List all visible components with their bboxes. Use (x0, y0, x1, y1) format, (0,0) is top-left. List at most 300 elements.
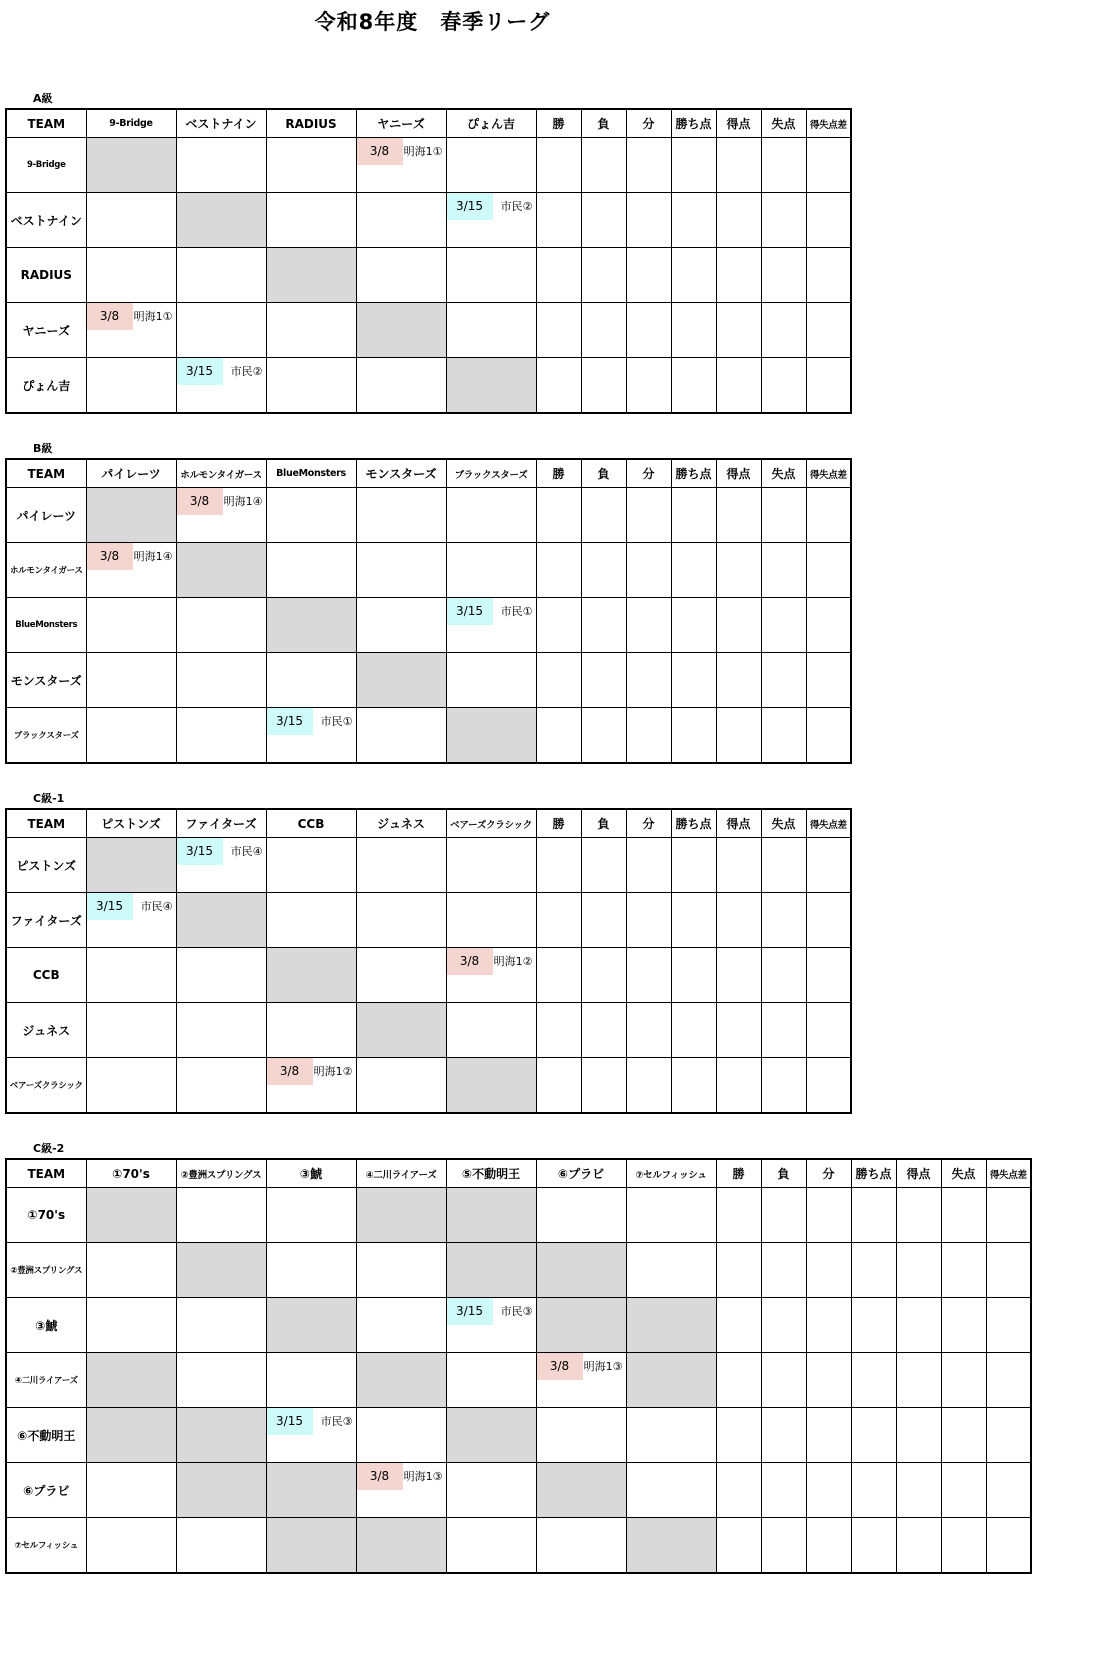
team-row-header: RADIUS (6, 248, 86, 303)
stat-column-header: 勝 (536, 109, 581, 138)
team-row (6, 193, 851, 248)
unscheduled-cell (356, 1003, 446, 1058)
stat-cell (536, 488, 581, 543)
stat-cell (716, 358, 761, 414)
match-cell (266, 893, 356, 948)
stat-cell (671, 488, 716, 543)
unscheduled-cell (176, 1408, 266, 1463)
match-venue: 市民④ (140, 900, 173, 913)
match-cell (266, 358, 356, 414)
team-column-header: RADIUS (266, 109, 356, 138)
stat-cell (761, 838, 806, 893)
match-cell (446, 1463, 536, 1518)
stat-cell (716, 893, 761, 948)
match-cell (176, 1353, 266, 1408)
stat-cell (536, 248, 581, 303)
stat-cell (806, 838, 851, 893)
team-row (6, 248, 851, 303)
stat-cell (806, 1058, 851, 1114)
stat-cell (896, 1298, 941, 1353)
stat-cell (806, 948, 851, 1003)
match-cell (356, 708, 446, 764)
match-venue: 市民① (320, 715, 353, 728)
stat-cell (581, 598, 626, 653)
match-cell (266, 1188, 356, 1243)
match-cell (86, 653, 176, 708)
stat-cell (671, 948, 716, 1003)
unscheduled-cell (176, 543, 266, 598)
stat-column-header: 得点 (716, 809, 761, 838)
team-row (6, 1058, 851, 1114)
match-cell (176, 708, 266, 764)
stat-cell (626, 948, 671, 1003)
stat-cell (761, 893, 806, 948)
league-label: C級-2 (33, 1142, 65, 1155)
team-column-header: ホルモンタイガース (176, 459, 266, 488)
stat-cell (986, 1243, 1031, 1298)
scheduled-match (87, 303, 176, 330)
team-row (6, 1353, 1031, 1408)
stat-cell (626, 303, 671, 358)
stat-cell (761, 1408, 806, 1463)
stat-cell (716, 708, 761, 764)
stat-cell (626, 893, 671, 948)
match-cell (176, 838, 266, 893)
stat-cell (716, 1463, 761, 1518)
scheduled-match (267, 708, 356, 735)
stat-cell (761, 1058, 806, 1114)
stat-cell (896, 1243, 941, 1298)
stat-cell (806, 1353, 851, 1408)
team-row (6, 488, 851, 543)
team-row (6, 1188, 1031, 1243)
team-column-header: ⑦セルフィッシュ (626, 1159, 716, 1188)
stat-cell (851, 1243, 896, 1298)
match-cell (356, 1408, 446, 1463)
team-row-header: ジュネス (6, 1003, 86, 1058)
unscheduled-cell (626, 1518, 716, 1574)
stat-column-header: 勝ち点 (851, 1159, 896, 1188)
team-row (6, 138, 851, 193)
stat-cell (851, 1518, 896, 1574)
team-column-header: ⑤不動明王 (446, 1159, 536, 1188)
team-row (6, 1243, 1031, 1298)
team-column-header: ブラックスターズ (446, 459, 536, 488)
stat-cell (671, 838, 716, 893)
match-venue: 明海1① (133, 310, 173, 323)
stat-cell (536, 1058, 581, 1114)
team-row-header: 9-Bridge (6, 138, 86, 193)
stat-column-header: 負 (581, 459, 626, 488)
stat-cell (806, 598, 851, 653)
match-cell (446, 653, 536, 708)
stat-cell (761, 138, 806, 193)
match-cell (536, 1408, 626, 1463)
stat-cell (581, 488, 626, 543)
scheduled-match (447, 1298, 536, 1325)
team-row (6, 1463, 1031, 1518)
stat-cell (806, 1188, 851, 1243)
stat-cell (986, 1463, 1031, 1518)
team-row-header: ぴょん吉 (6, 358, 86, 414)
stat-cell (986, 1518, 1031, 1574)
match-cell (176, 1518, 266, 1574)
stat-cell (761, 948, 806, 1003)
stat-cell (536, 948, 581, 1003)
match-cell (176, 488, 266, 543)
team-column-header: BlueMonsters (266, 459, 356, 488)
stat-cell (536, 543, 581, 598)
match-cell (86, 303, 176, 358)
stat-cell (671, 193, 716, 248)
team-row (6, 1518, 1031, 1574)
unscheduled-cell (86, 138, 176, 193)
match-cell (446, 1003, 536, 1058)
stat-column-header: 勝 (536, 809, 581, 838)
scheduled-match (357, 138, 446, 165)
match-cell (356, 893, 446, 948)
match-venue: 明海1② (313, 1065, 353, 1078)
match-cell (86, 1243, 176, 1298)
stat-cell (671, 303, 716, 358)
stat-cell (941, 1463, 986, 1518)
team-row-header: BlueMonsters (6, 598, 86, 653)
match-cell (446, 303, 536, 358)
stat-column-header: 負 (581, 109, 626, 138)
stat-cell (671, 358, 716, 414)
stat-cell (716, 948, 761, 1003)
match-cell (86, 193, 176, 248)
unscheduled-cell (266, 948, 356, 1003)
match-date: 3/8 (267, 1058, 313, 1085)
match-venue: 明海1④ (133, 550, 173, 563)
unscheduled-cell (86, 1353, 176, 1408)
match-cell (446, 138, 536, 193)
scheduled-match (447, 598, 536, 625)
stat-cell (806, 708, 851, 764)
scheduled-match (177, 488, 266, 515)
match-cell (86, 948, 176, 1003)
match-cell (176, 948, 266, 1003)
stat-cell (716, 488, 761, 543)
match-cell (266, 1003, 356, 1058)
team-row-header: ブラックスターズ (6, 708, 86, 764)
stat-cell (761, 543, 806, 598)
stat-cell (761, 1188, 806, 1243)
match-cell (266, 1058, 356, 1114)
team-row-header: ⑥不動明王 (6, 1408, 86, 1463)
stat-cell (806, 1518, 851, 1574)
stat-cell (716, 1003, 761, 1058)
stat-cell (761, 1298, 806, 1353)
match-cell (176, 1003, 266, 1058)
stat-cell (536, 838, 581, 893)
match-venue: 明海1③ (403, 1470, 443, 1483)
team-row-header: ヤニーズ (6, 303, 86, 358)
team-row-header: ⑥プラビ (6, 1463, 86, 1518)
match-cell (626, 1408, 716, 1463)
stat-cell (851, 1188, 896, 1243)
team-column-header: ベストナイン (176, 109, 266, 138)
match-cell (176, 138, 266, 193)
stat-cell (716, 543, 761, 598)
stat-cell (806, 1243, 851, 1298)
stat-cell (626, 653, 671, 708)
unscheduled-cell (536, 1243, 626, 1298)
team-column-header: ①70's (86, 1159, 176, 1188)
match-date: 3/8 (87, 303, 133, 330)
scheduled-match (447, 193, 536, 220)
team-corner-header: TEAM (6, 459, 86, 488)
match-cell (266, 303, 356, 358)
match-cell (356, 1463, 446, 1518)
match-cell (176, 248, 266, 303)
unscheduled-cell (176, 1243, 266, 1298)
stat-cell (536, 893, 581, 948)
match-cell (266, 488, 356, 543)
unscheduled-cell (266, 598, 356, 653)
stat-cell (581, 653, 626, 708)
stat-cell (761, 598, 806, 653)
match-cell (86, 248, 176, 303)
stat-cell (716, 138, 761, 193)
match-cell (356, 1243, 446, 1298)
match-cell (446, 948, 536, 1003)
match-cell (266, 1353, 356, 1408)
team-row-header: モンスターズ (6, 653, 86, 708)
match-cell (176, 653, 266, 708)
match-cell (446, 488, 536, 543)
team-row-header: パイレーツ (6, 488, 86, 543)
scheduled-match (267, 1408, 356, 1435)
stat-column-header: 失点 (761, 109, 806, 138)
match-cell (176, 598, 266, 653)
unscheduled-cell (356, 1353, 446, 1408)
unscheduled-cell (446, 1058, 536, 1114)
unscheduled-cell (536, 1463, 626, 1518)
stat-cell (896, 1408, 941, 1463)
team-row (6, 893, 851, 948)
stat-cell (941, 1518, 986, 1574)
match-cell (356, 248, 446, 303)
stat-cell (761, 248, 806, 303)
match-cell (626, 1243, 716, 1298)
match-venue: 明海1③ (583, 1360, 623, 1373)
stat-column-header: 得点 (716, 109, 761, 138)
team-row (6, 708, 851, 764)
stat-cell (806, 653, 851, 708)
stat-cell (941, 1298, 986, 1353)
league-table (5, 108, 852, 414)
stat-cell (761, 303, 806, 358)
stat-cell (581, 838, 626, 893)
match-cell (446, 1353, 536, 1408)
team-row (6, 948, 851, 1003)
stat-cell (806, 138, 851, 193)
stat-cell (851, 1353, 896, 1408)
match-cell (536, 1518, 626, 1574)
stat-cell (716, 1058, 761, 1114)
stat-cell (581, 893, 626, 948)
stat-cell (626, 488, 671, 543)
match-cell (266, 138, 356, 193)
match-date: 3/8 (447, 948, 493, 975)
team-row-header: ①70's (6, 1188, 86, 1243)
stat-cell (761, 1463, 806, 1518)
stat-column-header: 分 (806, 1159, 851, 1188)
match-venue: 明海1④ (223, 495, 263, 508)
team-column-header: ④二川ライアーズ (356, 1159, 446, 1188)
team-column-header: CCB (266, 809, 356, 838)
match-date: 3/8 (357, 1463, 403, 1490)
stat-cell (716, 303, 761, 358)
team-row-header: ピストンズ (6, 838, 86, 893)
match-date: 3/15 (87, 893, 133, 920)
stat-cell (626, 598, 671, 653)
match-cell (356, 543, 446, 598)
stat-cell (716, 1298, 761, 1353)
unscheduled-cell (446, 358, 536, 414)
match-cell (356, 1298, 446, 1353)
stat-cell (716, 838, 761, 893)
unscheduled-cell (266, 1518, 356, 1574)
stat-column-header: 負 (761, 1159, 806, 1188)
stat-cell (761, 1243, 806, 1298)
stat-cell (806, 893, 851, 948)
match-cell (536, 1353, 626, 1408)
unscheduled-cell (446, 1188, 536, 1243)
match-cell (86, 708, 176, 764)
team-row (6, 358, 851, 414)
unscheduled-cell (86, 488, 176, 543)
match-date: 3/15 (177, 358, 223, 385)
league-label: A級 (33, 92, 53, 105)
league-table (5, 1158, 1032, 1574)
team-column-header: ②豊洲スプリングス (176, 1159, 266, 1188)
match-cell (446, 543, 536, 598)
stat-cell (761, 1518, 806, 1574)
match-cell (86, 358, 176, 414)
match-cell (266, 1243, 356, 1298)
stat-cell (716, 598, 761, 653)
stat-cell (536, 138, 581, 193)
stat-column-header: 勝ち点 (671, 459, 716, 488)
match-cell (446, 893, 536, 948)
stat-cell (851, 1463, 896, 1518)
stat-cell (536, 193, 581, 248)
stat-cell (761, 488, 806, 543)
league-table (5, 458, 852, 764)
unscheduled-cell (446, 1243, 536, 1298)
stat-column-header: 失点 (761, 459, 806, 488)
stat-cell (806, 193, 851, 248)
stat-cell (626, 358, 671, 414)
stat-cell (536, 303, 581, 358)
stat-cell (626, 1058, 671, 1114)
stat-column-header: 勝 (716, 1159, 761, 1188)
stat-cell (761, 708, 806, 764)
team-column-header: ヤニーズ (356, 109, 446, 138)
match-cell (356, 838, 446, 893)
stat-cell (986, 1188, 1031, 1243)
scheduled-match (447, 948, 536, 975)
match-cell (626, 1463, 716, 1518)
stat-cell (806, 543, 851, 598)
stat-cell (941, 1408, 986, 1463)
match-cell (176, 1298, 266, 1353)
stat-cell (896, 1353, 941, 1408)
match-venue: 市民① (500, 605, 533, 618)
team-column-header: ⑥プラビ (536, 1159, 626, 1188)
match-cell (266, 653, 356, 708)
stat-cell (671, 1058, 716, 1114)
stat-cell (671, 653, 716, 708)
stat-cell (626, 708, 671, 764)
stat-cell (716, 653, 761, 708)
stat-cell (761, 358, 806, 414)
match-cell (86, 1003, 176, 1058)
unscheduled-cell (86, 838, 176, 893)
match-cell (86, 1058, 176, 1114)
team-row-header: ⑦セルフィッシュ (6, 1518, 86, 1574)
match-date: 3/15 (447, 598, 493, 625)
stat-cell (941, 1188, 986, 1243)
team-row (6, 303, 851, 358)
match-cell (536, 1188, 626, 1243)
unscheduled-cell (266, 1298, 356, 1353)
match-cell (86, 1518, 176, 1574)
match-date: 3/15 (447, 1298, 493, 1325)
unscheduled-cell (266, 248, 356, 303)
stat-cell (896, 1188, 941, 1243)
stat-column-header: 失点 (761, 809, 806, 838)
league-table (5, 808, 852, 1114)
match-cell (446, 838, 536, 893)
match-venue: 市民② (500, 200, 533, 213)
stat-cell (716, 1408, 761, 1463)
team-column-header: 9-Bridge (86, 109, 176, 138)
scheduled-match (87, 543, 176, 570)
stat-cell (581, 708, 626, 764)
match-cell (86, 893, 176, 948)
match-cell (86, 1298, 176, 1353)
unscheduled-cell (266, 1463, 356, 1518)
stat-column-header: 分 (626, 809, 671, 838)
team-row-header: ③鯱 (6, 1298, 86, 1353)
league-label: B級 (33, 442, 53, 455)
match-date: 3/15 (267, 708, 313, 735)
team-row-header: ファイターズ (6, 893, 86, 948)
match-cell (176, 1188, 266, 1243)
stat-cell (716, 248, 761, 303)
stat-cell (626, 838, 671, 893)
team-row-header: ④二川ライアーズ (6, 1353, 86, 1408)
unscheduled-cell (446, 708, 536, 764)
stat-cell (671, 893, 716, 948)
unscheduled-cell (356, 1188, 446, 1243)
stat-cell (671, 598, 716, 653)
stat-cell (761, 193, 806, 248)
stat-cell (716, 1518, 761, 1574)
scheduled-match (357, 1463, 446, 1490)
stat-cell (581, 358, 626, 414)
stat-column-header: 得点 (716, 459, 761, 488)
team-row (6, 1003, 851, 1058)
stat-cell (851, 1298, 896, 1353)
stat-cell (851, 1408, 896, 1463)
team-corner-header: TEAM (6, 109, 86, 138)
scheduled-match (177, 358, 266, 385)
